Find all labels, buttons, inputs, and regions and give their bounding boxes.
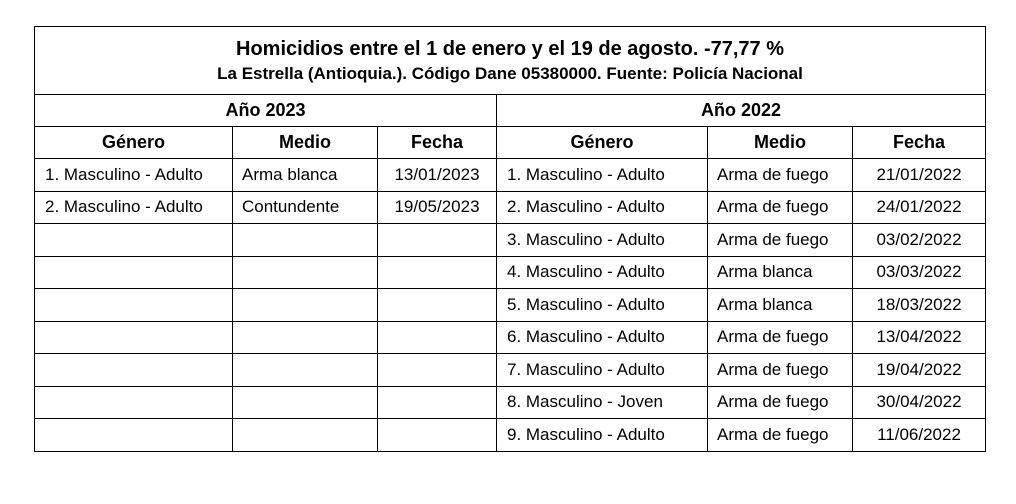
cell-genero-2023: [35, 419, 233, 452]
cell-medio-2023: [233, 256, 378, 289]
table-row: [35, 224, 986, 257]
cell-fecha-2022: 24/01/2022: [853, 191, 986, 224]
cell-genero-2022: 3. Masculino - Adulto: [497, 224, 708, 257]
cell-genero-2022: 7. Masculino - Adulto: [497, 354, 708, 387]
cell-genero-2022: 4. Masculino - Adulto: [497, 256, 708, 289]
cell-fecha-2023: 13/01/2023: [378, 159, 497, 192]
table-row: [35, 354, 986, 387]
cell-genero-2022: 9. Masculino - Adulto: [497, 419, 708, 452]
cell-fecha-2022: 18/03/2022: [853, 289, 986, 322]
title-source: La Estrella (Antioquia.). Código Dane 05380000. Fuente: Policía Nacional: [217, 63, 803, 83]
cell-fecha-2023: [378, 256, 497, 289]
cell-fecha-2022: 19/04/2022: [853, 354, 986, 387]
cell-medio-2023: [233, 419, 378, 452]
cell-fecha-2022: 03/03/2022: [853, 256, 986, 289]
cell-genero-2022: 2. Masculino - Adulto: [497, 191, 708, 224]
cell-genero-2023: [35, 386, 233, 419]
cell-medio-2022: Arma blanca: [708, 256, 853, 289]
col-medio-2023: Medio: [233, 127, 378, 159]
cell-genero-2023: 2. Masculino - Adulto: [35, 191, 233, 224]
col-genero-2023: Género: [35, 127, 233, 159]
col-medio-2022: Medio: [708, 127, 853, 159]
cell-genero-2022: 8. Masculino - Joven: [497, 386, 708, 419]
title-row: [35, 27, 986, 95]
cell-genero-2023: 1. Masculino - Adulto: [35, 159, 233, 192]
cell-fecha-2023: [378, 321, 497, 354]
cell-fecha-2023: [378, 386, 497, 419]
cell-fecha-2022: 30/04/2022: [853, 386, 986, 419]
homicides-table: [34, 26, 986, 452]
table-row: [35, 386, 986, 419]
cell-genero-2022: 5. Masculino - Adulto: [497, 289, 708, 322]
cell-fecha-2023: [378, 289, 497, 322]
cell-genero-2023: [35, 289, 233, 322]
cell-fecha-2023: [378, 419, 497, 452]
cell-genero-2023: [35, 256, 233, 289]
cell-medio-2023: Contundente: [233, 191, 378, 224]
cell-fecha-2023: [378, 354, 497, 387]
cell-fecha-2022: 11/06/2022: [853, 419, 986, 452]
cell-genero-2022: 1. Masculino - Adulto: [497, 159, 708, 192]
cell-medio-2022: Arma de fuego: [708, 224, 853, 257]
col-fecha-2022: Fecha: [853, 127, 986, 159]
col-fecha-2023: Fecha: [378, 127, 497, 159]
table-title: [35, 27, 986, 95]
cell-fecha-2022: 21/01/2022: [853, 159, 986, 192]
table-body: [35, 159, 986, 452]
cell-genero-2023: [35, 354, 233, 387]
year-2022-label: Año 2022: [497, 95, 986, 127]
cell-genero-2023: [35, 321, 233, 354]
cell-fecha-2023: 19/05/2023: [378, 191, 497, 224]
table-row: [35, 256, 986, 289]
table-row: [35, 191, 986, 224]
cell-medio-2022: Arma de fuego: [708, 386, 853, 419]
cell-genero-2023: [35, 224, 233, 257]
cell-medio-2022: Arma blanca: [708, 289, 853, 322]
cell-medio-2022: Arma de fuego: [708, 191, 853, 224]
column-header-row: [35, 127, 986, 159]
table-row: [35, 289, 986, 322]
col-genero-2022: Género: [497, 127, 708, 159]
year-2023-label: Año 2023: [35, 95, 497, 127]
cell-medio-2023: [233, 321, 378, 354]
cell-fecha-2023: [378, 224, 497, 257]
cell-medio-2022: Arma de fuego: [708, 159, 853, 192]
cell-medio-2023: [233, 289, 378, 322]
cell-fecha-2022: 03/02/2022: [853, 224, 986, 257]
table-row: [35, 419, 986, 452]
cell-medio-2023: [233, 386, 378, 419]
cell-medio-2023: [233, 354, 378, 387]
cell-medio-2023: Arma blanca: [233, 159, 378, 192]
cell-medio-2022: Arma de fuego: [708, 419, 853, 452]
table-row: [35, 321, 986, 354]
cell-medio-2022: Arma de fuego: [708, 354, 853, 387]
cell-medio-2023: [233, 224, 378, 257]
cell-genero-2022: 6. Masculino - Adulto: [497, 321, 708, 354]
table-row: [35, 159, 986, 192]
cell-fecha-2022: 13/04/2022: [853, 321, 986, 354]
cell-medio-2022: Arma de fuego: [708, 321, 853, 354]
year-row: [35, 95, 986, 127]
title-main: Homicidios entre el 1 de enero y el 19 de agosto. -77,77 %: [236, 37, 784, 60]
